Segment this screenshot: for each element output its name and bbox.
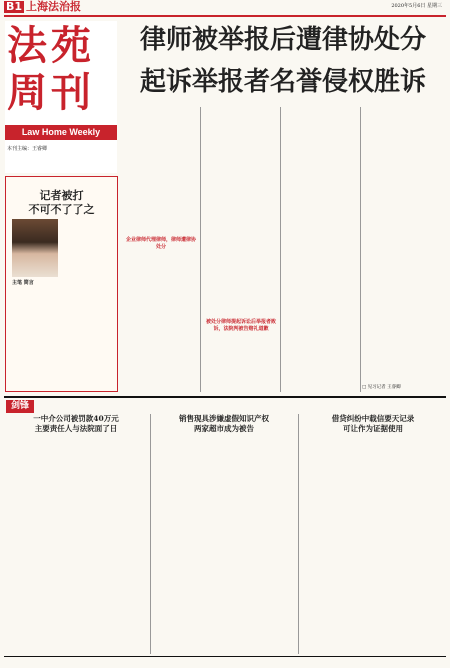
lead-subhead-2: 被处分律师提起诉讼后举报者败诉，法院判被告赔礼道歉: [205, 319, 276, 332]
bottom-article-3: [302, 414, 444, 654]
article-body: [6, 437, 146, 651]
article-title-line2: 两家超市成为被告: [194, 424, 254, 433]
column-divider: [150, 414, 151, 654]
sidebar-byline: 主笔 简言: [12, 280, 34, 286]
article-title-line1: 借贷纠纷中载信要天记录: [331, 414, 415, 423]
article-body: [154, 437, 294, 651]
article-title-line2: 可让作为证据使用: [343, 424, 403, 433]
author-photo: [12, 219, 58, 277]
column-divider: [360, 107, 361, 392]
masthead: [0, 0, 450, 14]
column-divider: [280, 107, 281, 392]
article-title-line1: 一中介公司被罚款40万元: [33, 414, 119, 423]
column-divider: [298, 414, 299, 654]
lead-subhead-1: 企业律师代理律师，律师遭律协处分: [125, 237, 196, 250]
column-editor-line: 本刊主编：王睿卿: [7, 146, 48, 152]
sidebar-kicker: 记者被打: [39, 189, 84, 202]
column-divider: [200, 107, 201, 392]
section-label: 剑锋: [6, 400, 34, 413]
paper-name: 上海法治报: [26, 0, 81, 13]
sidebar-title: 不可不了了之: [28, 203, 95, 216]
column-english-title: Law Home Weekly: [5, 125, 117, 140]
column-title-line2: 周刊: [7, 69, 95, 116]
column-title-line1: 法苑: [7, 22, 95, 69]
column-title-box: [5, 21, 117, 173]
article-body: [302, 437, 444, 651]
article-title-line1: 销售现具涉嫌虚假知识产权: [179, 414, 269, 423]
article-title-line2: 主要责任人与法院面了日: [34, 424, 118, 433]
issue-date: 2020年5月6日 星期三: [391, 3, 442, 9]
section-rule: [4, 396, 446, 398]
lead-headline-line1: 律师被举报后遭律协处分: [140, 25, 427, 55]
masthead-rule: [4, 15, 446, 17]
bottom-article-2: [154, 414, 294, 654]
footer-rule: [4, 656, 446, 657]
bottom-article-1: [6, 414, 146, 654]
sidebar-commentary: [5, 176, 118, 392]
lead-author: □ 见习记者 王睿卿: [362, 385, 401, 390]
page-marker: B1: [6, 0, 23, 13]
lead-headline-line2: 起诉举报者名誉侵权胜诉: [140, 67, 427, 97]
